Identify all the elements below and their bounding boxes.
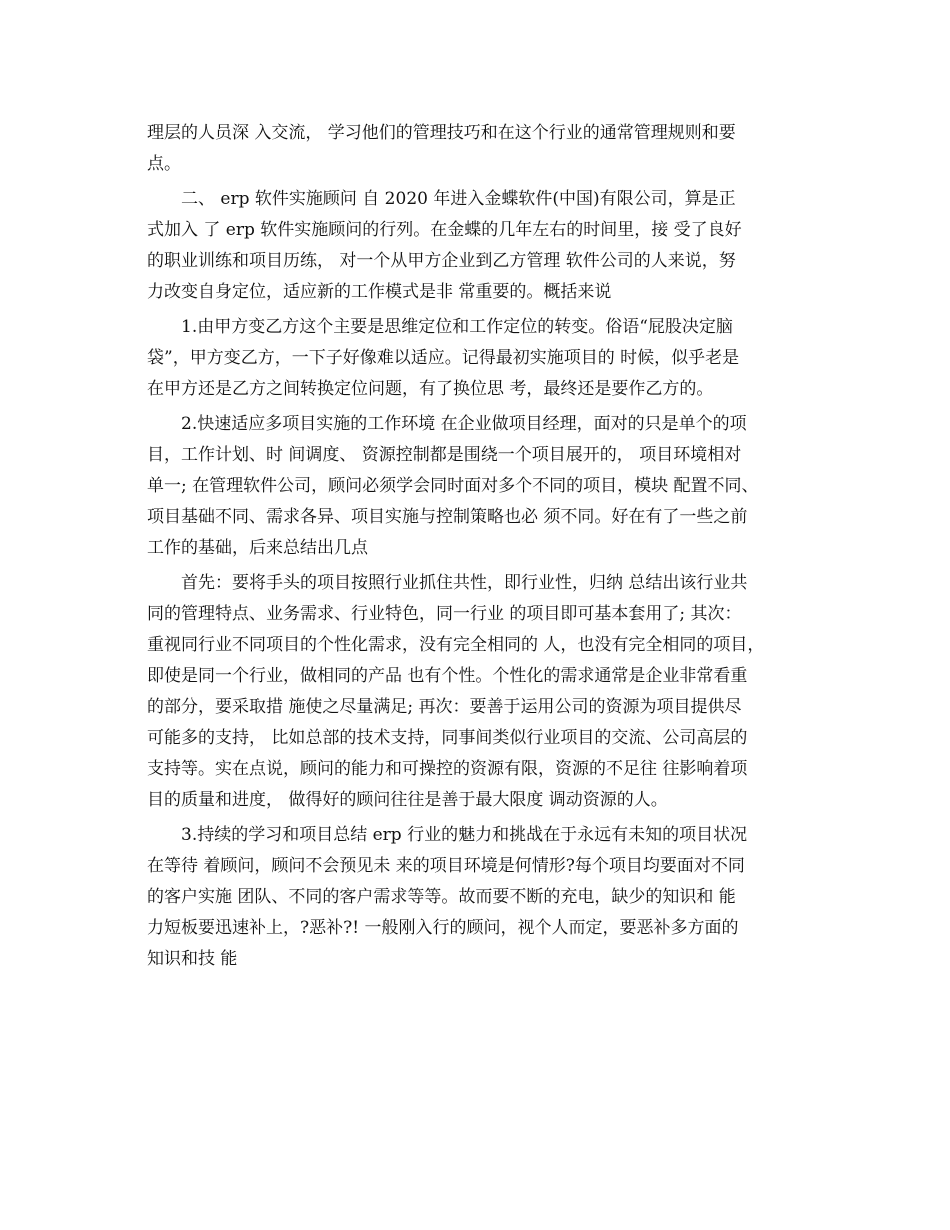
text-line: 的客户实施 团队、不同的客户需求等等。故而要不断的充电，缺少的知识和 能 <box>147 887 736 907</box>
text-line: 在甲方还是乙方之间转换定位问题，有了换位思 考，最终还是要作乙方的。 <box>147 379 714 399</box>
text-line: 理层的人员深 入交流， 学习他们的管理技巧和在这个行业的通常管理规则和要 <box>147 123 736 143</box>
text-line: 点。 <box>147 154 181 174</box>
text-line: 力改变自身定位，适应新的工作模式是非 常重要的。概括来说 <box>147 282 612 302</box>
text-line: 的职业训练和项目历练， 对一个从甲方企业到乙方管理 软件公司的人来说，努 <box>147 251 736 271</box>
text-line: 知识和技 能 <box>147 949 238 969</box>
text-line: 1.由甲方变乙方这个主要是思维定位和工作定位的转变。俗语“屁股决定脑 <box>181 317 733 337</box>
text-line: 力短板要迅速补上，?恶补?! 一般刚入行的顾问，视个人而定，要恶补多方面的 <box>147 918 739 938</box>
text-line: 2.快速适应多项目实施的工作环境 在企业做项目经理，面对的只是单个的项 <box>181 414 747 434</box>
paragraph <box>147 820 807 975</box>
text-line: 单一; 在管理软件公司，顾问必须学会同时面对多个不同的项目，模块 配置不同、 <box>147 476 759 496</box>
text-line: 目，工作计划、时 间调度、 资源控制都是围绕一个项目展开的， 项目环境相对 <box>147 445 742 465</box>
paragraph <box>147 184 807 308</box>
text-line: 3.持续的学习和项目总结 erp 行业的魅力和挑战在于永远有未知的项目状况 <box>181 825 748 845</box>
text-line: 的部分，要采取措 施使之尽量满足; 再次：要善于运用公司的资源为项目提供尽 <box>147 697 742 717</box>
paragraph <box>147 409 807 564</box>
text-line: 同的管理特点、业务需求、行业特色，同一行业 的项目即可基本套用了; 其次： <box>147 604 742 624</box>
paragraph <box>147 568 807 816</box>
text-line: 重视同行业不同项目的个性化需求，没有完全相同的 人，也没有完全相同的项目， <box>147 635 765 655</box>
paragraph <box>147 312 807 405</box>
text-line: 首先：要将手头的项目按照行业抓住共性，即行业性，归纳 总结出该行业共 <box>181 573 748 593</box>
document-body <box>147 118 807 975</box>
text-line: 可能多的支持， 比如总部的技术支持，同事间类似行业项目的交流、公司高层的 <box>147 728 748 748</box>
paragraph <box>147 118 807 180</box>
text-line: 工作的基础，后来总结出几点 <box>147 538 368 558</box>
text-line: 在等待 着顾问，顾问不会预见未 来的项目环境是何情形?每个项目均要面对不同 <box>147 856 745 876</box>
text-line: 目的质量和进度， 做得好的顾问往往是善于最大限度 调动资源的人。 <box>147 790 668 810</box>
text-line: 支持等。实在点说，顾问的能力和可操控的资源有限，资源的不足往 往影响着项 <box>147 759 748 779</box>
text-line: 二、 erp 软件实施顾问 自 2020 年进入金蝶软件(中国)有限公司，算是正 <box>181 189 736 209</box>
text-line: 袋”，甲方变乙方，一下子好像难以适应。记得最初实施项目的 时候，似乎老是 <box>147 348 740 368</box>
text-line: 式加入 了 erp 软件实施顾问的行列。在金蝶的几年左右的时间里，接 受了良好 <box>147 220 742 240</box>
text-line: 项目基础不同、需求各异、项目实施与控制策略也必 须不同。好在有了一些之前 <box>147 507 748 527</box>
text-line: 即使是同一个行业，做相同的产品 也有个性。个性化的需求通常是企业非常看重 <box>147 666 748 686</box>
